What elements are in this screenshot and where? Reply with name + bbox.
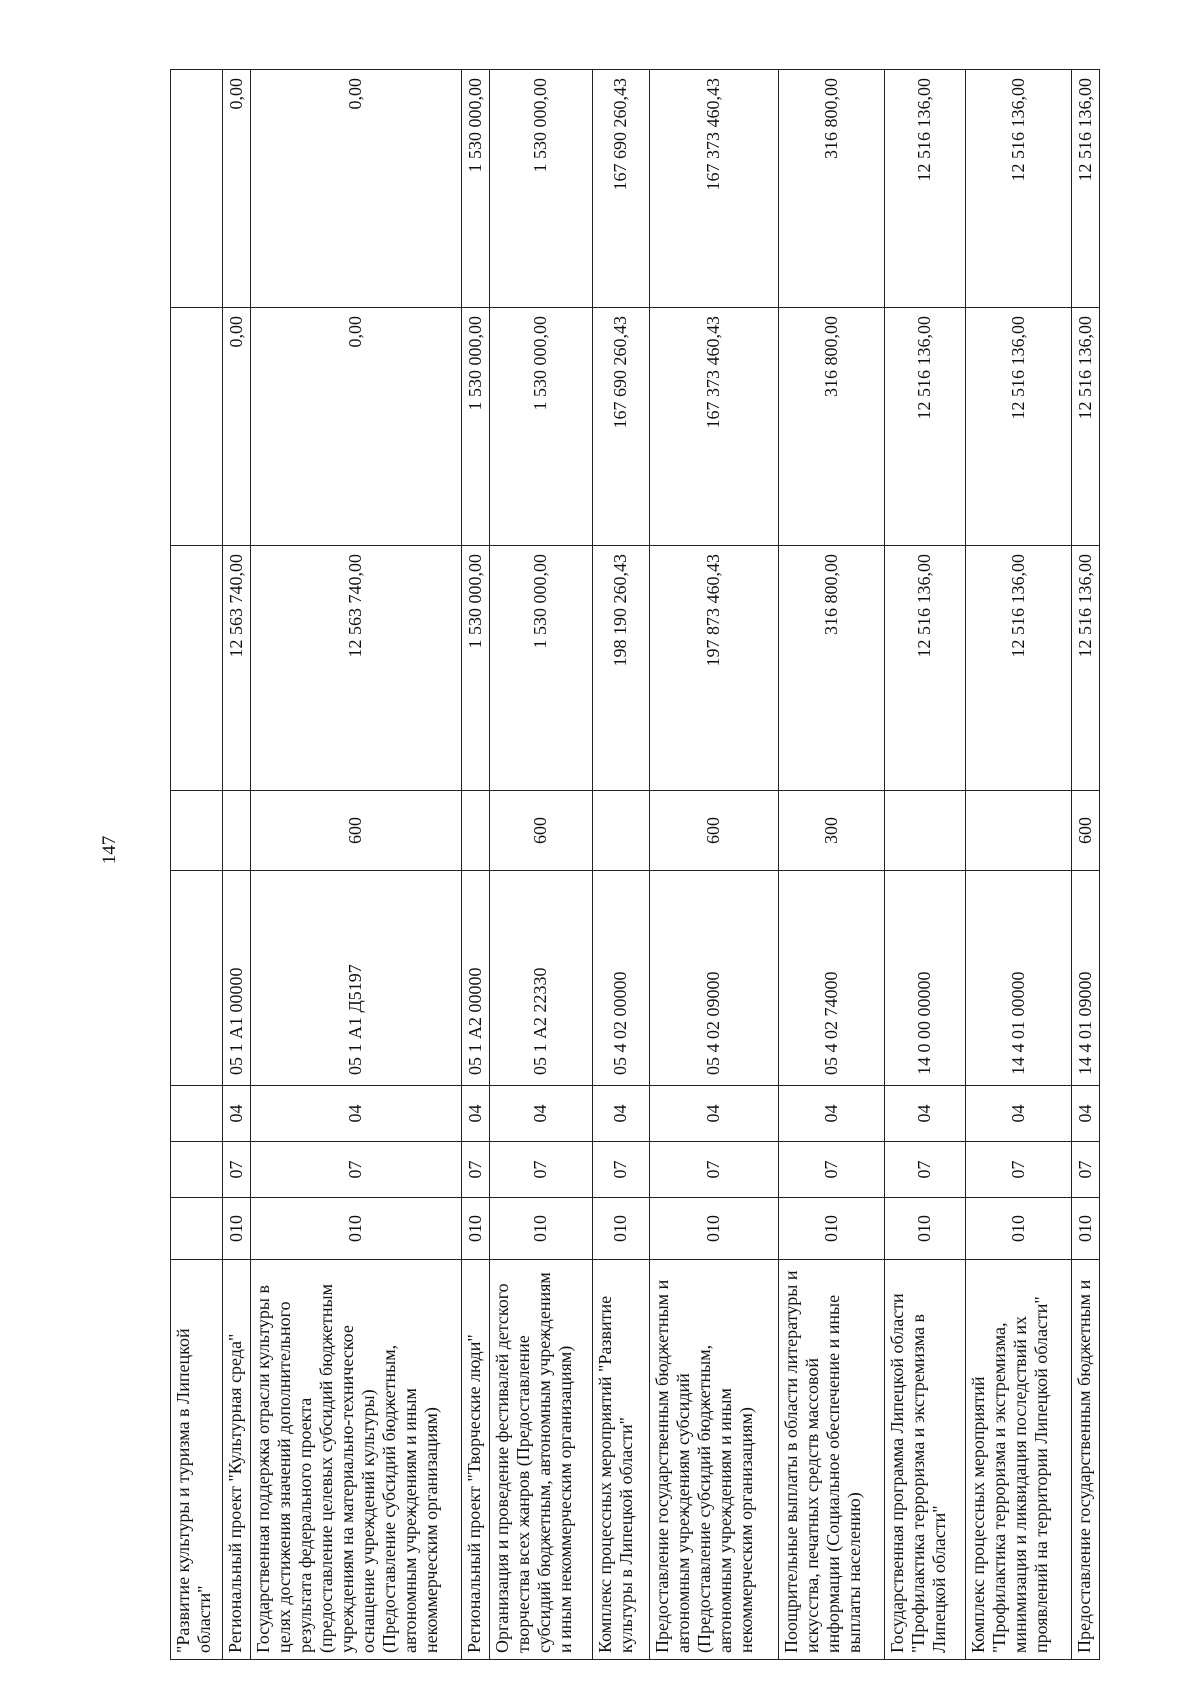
row-name: Предоставление государственным бюджетным и автономным учреждениям субсидий (Предоставление субсидий бюджетным, автономным учреждениям и иным некоммерческим организациям)	[649, 1260, 779, 1660]
cell-ministry-code: 010	[222, 1198, 250, 1260]
cell-target-code: 14 4 01 00000	[966, 871, 1072, 1086]
cell-amount-1: 12 563 740,00	[222, 546, 250, 791]
cell-section-code: 07	[489, 1142, 593, 1198]
cell-target-code: 14 0 00 00000	[884, 871, 965, 1086]
cell-ministry-code: 010	[461, 1198, 489, 1260]
cell-amount-3: 167 690 260,43	[593, 70, 649, 308]
cell-ministry-code: 010	[1071, 1198, 1099, 1260]
table-row	[593, 70, 649, 1660]
cell-amount-1: 12 516 136,00	[966, 546, 1072, 791]
cell-amount-1: 12 516 136,00	[1071, 546, 1099, 791]
cell-amount-1: 1 530 000,00	[461, 546, 489, 791]
table-row	[966, 70, 1072, 1660]
cell-subsection-code: 04	[884, 1086, 965, 1142]
cell-expense-type	[222, 791, 250, 871]
cell-amount-2: 167 373 460,43	[649, 308, 779, 546]
cell-subsection-code: 04	[250, 1086, 461, 1142]
table-row	[1071, 70, 1099, 1660]
cell-target-code: 05 1 А1 Д5197	[250, 871, 461, 1086]
cell-amount-2: 0,00	[222, 308, 250, 546]
cell-section-code: 07	[593, 1142, 649, 1198]
cell-expense-type: 600	[250, 791, 461, 871]
cell-ministry-code: 010	[966, 1198, 1072, 1260]
cell-subsection-code: 04	[649, 1086, 779, 1142]
cell-subsection-code: 04	[779, 1086, 885, 1142]
cell-amount-3: 1 530 000,00	[461, 70, 489, 308]
cell-target-code: 05 1 А2 00000	[461, 871, 489, 1086]
table-row	[779, 70, 885, 1660]
row-name: Комплекс процессных мероприятий "Профилактика терроризма и экстремизма, минимизация и ликвидация последствий их проявлений на территории Липецкой области"	[966, 1260, 1072, 1660]
cell-amount-2: 167 690 260,43	[593, 308, 649, 546]
cell-amount-2: 12 516 136,00	[1071, 308, 1099, 546]
cell-target-code	[171, 871, 223, 1086]
cell-amount-1: 12 516 136,00	[884, 546, 965, 791]
cell-expense-type: 600	[1071, 791, 1099, 871]
cell-ministry-code: 010	[593, 1198, 649, 1260]
row-name: Государственная поддержка отрасли культуры в целях достижения значений дополнительного результата федерального проекта (предоставление целевых субсидий бюджетным учреждениям на материально-техническое оснащение учреждений культуры) (Предоставление субсидий бюджетным, автономным учреждениям и иным некоммерческим организациям)	[250, 1260, 461, 1660]
cell-section-code: 07	[884, 1142, 965, 1198]
cell-target-code: 05 1 А1 00000	[222, 871, 250, 1086]
cell-amount-2: 12 516 136,00	[966, 308, 1072, 546]
cell-amount-2: 0,00	[250, 308, 461, 546]
cell-amount-1: 198 190 260,43	[593, 546, 649, 791]
page-number: 147	[99, 835, 120, 865]
cell-expense-type: 600	[649, 791, 779, 871]
cell-amount-3: 0,00	[250, 70, 461, 308]
budget-table	[170, 69, 1100, 1660]
cell-subsection-code: 04	[461, 1086, 489, 1142]
rotated-table-wrapper	[170, 70, 1100, 1660]
cell-target-code: 05 4 02 00000	[593, 871, 649, 1086]
row-name: Поощрительные выплаты в области литературы и искусства, печатных средств массовой информации (Социальное обеспечение и иные выплаты населению)	[779, 1260, 885, 1660]
cell-target-code: 05 4 02 74000	[779, 871, 885, 1086]
row-name: Комплекс процессных мероприятий "Развитие культуры в Липецкой области"	[593, 1260, 649, 1660]
cell-expense-type	[461, 791, 489, 871]
cell-amount-2: 1 530 000,00	[461, 308, 489, 546]
cell-amount-2: 316 800,00	[779, 308, 885, 546]
cell-section-code: 07	[649, 1142, 779, 1198]
cell-subsection-code: 04	[222, 1086, 250, 1142]
table-row	[171, 70, 223, 1660]
cell-expense-type: 300	[779, 791, 885, 871]
cell-ministry-code: 010	[884, 1198, 965, 1260]
row-name: Региональный проект "Культурная среда"	[222, 1260, 250, 1660]
cell-expense-type	[593, 791, 649, 871]
cell-section-code: 07	[779, 1142, 885, 1198]
cell-amount-3	[171, 70, 223, 308]
cell-section-code: 07	[250, 1142, 461, 1198]
cell-amount-3: 12 516 136,00	[966, 70, 1072, 308]
cell-amount-3: 0,00	[222, 70, 250, 308]
cell-section-code: 07	[966, 1142, 1072, 1198]
cell-expense-type	[966, 791, 1072, 871]
cell-amount-1: 197 873 460,43	[649, 546, 779, 791]
cell-expense-type	[884, 791, 965, 871]
cell-amount-1: 316 800,00	[779, 546, 885, 791]
cell-section-code	[171, 1142, 223, 1198]
cell-subsection-code: 04	[489, 1086, 593, 1142]
cell-target-code: 14 4 01 09000	[1071, 871, 1099, 1086]
table-row	[884, 70, 965, 1660]
table-row	[250, 70, 461, 1660]
cell-section-code: 07	[222, 1142, 250, 1198]
row-name: "Развитие культуры и туризма в Липецкой области"	[171, 1260, 223, 1660]
cell-subsection-code: 04	[593, 1086, 649, 1142]
row-name: Предоставление государственным бюджетным и	[1071, 1260, 1099, 1660]
cell-amount-3: 12 516 136,00	[884, 70, 965, 308]
cell-amount-2	[171, 308, 223, 546]
cell-expense-type	[171, 791, 223, 871]
cell-ministry-code: 010	[779, 1198, 885, 1260]
cell-subsection-code: 04	[1071, 1086, 1099, 1142]
table-row	[461, 70, 489, 1660]
table-row	[222, 70, 250, 1660]
cell-amount-3: 1 530 000,00	[489, 70, 593, 308]
cell-ministry-code: 010	[649, 1198, 779, 1260]
cell-ministry-code: 010	[489, 1198, 593, 1260]
cell-amount-3: 316 800,00	[779, 70, 885, 308]
cell-amount-3: 167 373 460,43	[649, 70, 779, 308]
row-name: Организация и проведение фестивалей детского творчества всех жанров (Предоставление субсидий бюджетным, автономным учреждениям и иным некоммерческим организациям)	[489, 1260, 593, 1660]
cell-target-code: 05 1 А2 22330	[489, 871, 593, 1086]
cell-amount-1: 1 530 000,00	[489, 546, 593, 791]
table-row	[489, 70, 593, 1660]
cell-section-code: 07	[1071, 1142, 1099, 1198]
cell-amount-3: 12 516 136,00	[1071, 70, 1099, 308]
cell-target-code: 05 4 02 09000	[649, 871, 779, 1086]
row-name: Государственная программа Липецкой области "Профилактика терроризма и экстремизма в Липецкой области"	[884, 1260, 965, 1660]
cell-subsection-code	[171, 1086, 223, 1142]
table-body	[171, 70, 1100, 1660]
cell-amount-2: 12 516 136,00	[884, 308, 965, 546]
cell-expense-type: 600	[489, 791, 593, 871]
cell-section-code: 07	[461, 1142, 489, 1198]
row-name: Региональный проект "Творческие люди"	[461, 1260, 489, 1660]
cell-amount-1: 12 563 740,00	[250, 546, 461, 791]
cell-subsection-code: 04	[966, 1086, 1072, 1142]
cell-ministry-code: 010	[250, 1198, 461, 1260]
cell-amount-2: 1 530 000,00	[489, 308, 593, 546]
table-row	[649, 70, 779, 1660]
cell-amount-1	[171, 546, 223, 791]
cell-ministry-code	[171, 1198, 223, 1260]
